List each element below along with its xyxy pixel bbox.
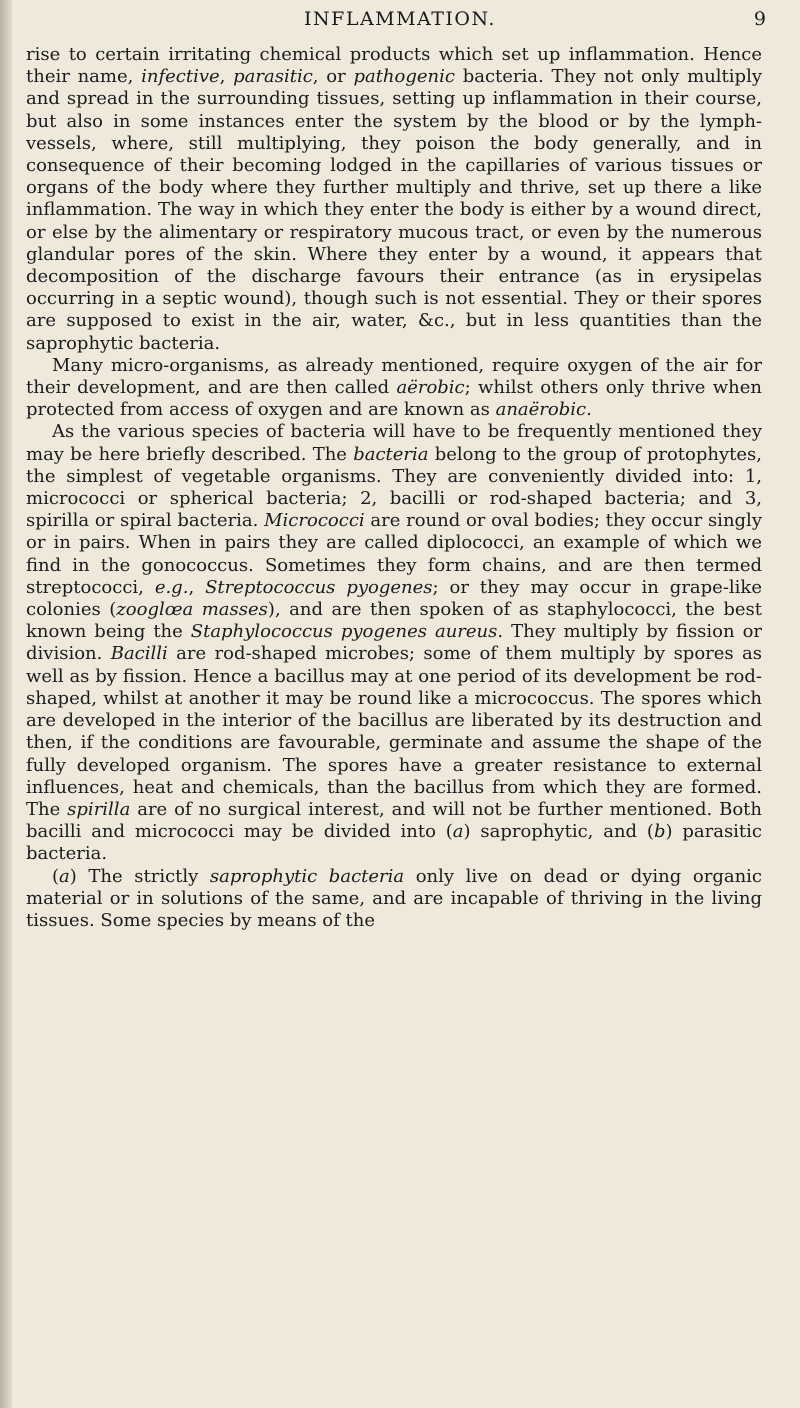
italic-text: e.g. [154,576,189,598]
text-run: Many micro-organisms, as already mentioned, require oxygen of the air for their development, and are then called [26,354,762,399]
text-run: ; or they may occur in grape-like colonies ( [26,576,762,621]
italic-text: saprophytic bacteria [209,865,405,887]
text-run: ), and are then spoken of as staphylococci, the best known being the [26,599,763,643]
text-run: . [586,399,592,421]
text-run: ; whilst others only thrive when protected from access of oxygen and are known as [26,377,762,421]
italic-text: Bacilli [110,643,168,665]
text-run: are of no surgical interest, and will not be further mentioned. Both bacilli and micrococci may be divided into ( [26,798,762,843]
italic-text: Streptococcus pyogenes [205,576,433,598]
text-run: ) saprophytic, and ( [463,821,654,843]
text-run: ( [52,865,60,887]
text-run: rise to certain irritating chemical products which set up inflammation. Hence their name, [26,44,762,88]
italic-text: Micrococci [264,510,365,532]
text-run: bacteria. They not only multiply and spread in the surrounding tissues, setting up inflammation in their course, but also in some instances enter the system by the blood or by the lymph-vessels, where, still multiplying, they poison the body generally, and in consequence of their becoming lodged in the capillaries of various tissues or organs of the body where they further multiply and thrive, set up there a like inflammation. The way in which they enter the body is either by a wound direct, or else by the alimentary or respiratory mucous tract, or even by the numerous glandular pores of the skin. Where they enter by a wound, it appears that decomposition of the discharge favours their entrance (as in erysipelas occurring in a septic wound), though such is not essential. They or their spores are supposed to exist in the air, water, &c., but in less quantities than the saprophytic bacteria. [26,66,762,354]
text-run: , [219,66,234,88]
paragraph [26,355,762,422]
italic-text: spirilla [67,798,131,820]
text-run: are round or oval bodies; they occur singly or in pairs. When in pairs they are called diplococci, an example of which we find in the gonococcus. Sometimes they form chains, and are then termed streptococci, [26,510,762,598]
text-run: , or [312,66,354,88]
italic-text: anaërobic [495,399,587,421]
italic-text: pathogenic [353,66,455,88]
text-run: As the various species of bacteria will have to be frequently mentioned they may be here briefly described. The [26,421,762,465]
text-run: ) parasitic bacteria. [26,821,763,865]
text-run: are rod-shaped microbes; some of them multiply by spores as well as by fission. Hence a bacillus may at one period of its development be rod-shaped, whilst at another it may be round like a micrococcus. The spores which are developed in the interior of the bacillus are liberated by its destruction and then, if the conditions are favourable, germinate and assume the shape of the fully developed organism. The spores have a greater resistance to external influences, heat and chemicals, than the bacillus from which they are formed. The [26,643,762,820]
paragraph [26,421,762,865]
italic-text: aërobic [396,377,465,399]
italic-text: a [59,865,70,887]
italic-text: infective [141,66,220,88]
text-run: , [188,576,206,598]
paragraph [26,44,762,355]
italic-text: Staphylococcus pyogenes aureus [190,621,498,643]
running-head-title: INFLAMMATION. [304,8,496,30]
italic-text: zooglœa masses [116,599,268,621]
page-number: 9 [753,8,766,30]
text-run: belong to the group of protophytes, the simplest of vegetable organisms. They are conveniently divided into: 1, micrococci or spherical bacteria; 2, bacilli or rod-shaped bacteria; and 3, spirilla or spiral bacteria. [26,443,762,532]
body-text [26,44,762,932]
text-run: only live on dead or dying organic material or in solutions of the same, and are incapable of thriving in the living tissues. Some species by means of the [26,865,763,931]
italic-text: a [452,821,464,843]
page-binding-shadow [0,0,12,1408]
italic-text: b [653,821,666,843]
paragraph [26,866,762,933]
text-run: ) The strictly [69,865,210,887]
page-header [0,8,800,38]
italic-text: bacteria [353,443,429,465]
text-run: . They multiply by fission or division. [26,621,763,665]
italic-text: parasitic [233,66,313,88]
